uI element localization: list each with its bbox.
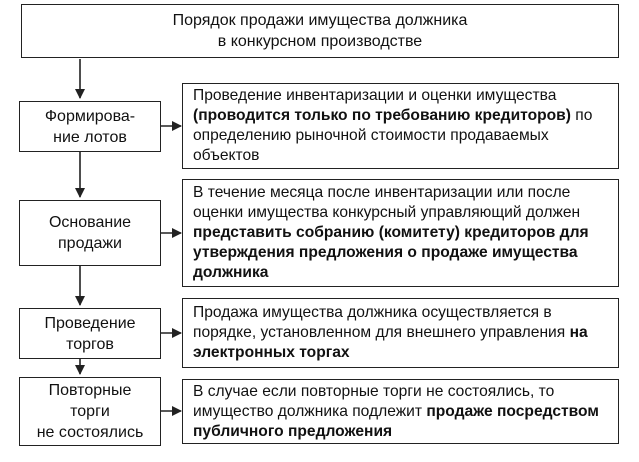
step-2-label-line-2: продажи: [58, 235, 122, 252]
diagram-title-box: [21, 4, 619, 58]
step-2-description-box: [182, 179, 619, 287]
step-1-description: [193, 86, 610, 166]
step-1-desc-part-3: по определению рыночной стоимости продаваемых объектов: [193, 107, 593, 164]
step-3-label-line-2: торгов: [66, 335, 114, 353]
step-2-desc-part-1: В течение месяца после инвентаризации или после оценки имущества конкурсный управляющий должен: [193, 184, 581, 221]
step-2-description: [193, 183, 610, 283]
step-4-desc-part-1: В случае если повторные торги не состоялись, то имущество должника подлежит: [193, 382, 555, 420]
step-3-description: [193, 303, 610, 363]
step-4-label-line-3: не состоялись: [36, 424, 144, 441]
step-1-label-line-2: ние лотов: [53, 128, 127, 146]
step-4-description-box: [182, 379, 619, 444]
step-box-lot-formation: [19, 101, 161, 152]
step-4-label-line-1: Повторные: [48, 382, 132, 399]
step-3-label-line-1: Проведение: [44, 314, 136, 332]
step-3-description-box: [182, 298, 619, 368]
step-1-desc-part-1: Проведение инвентаризации и оценки имущества: [193, 87, 557, 104]
step-1-label-line-1: Формирова-: [44, 107, 136, 125]
title-line-1: Порядок продажи имущества должника: [172, 12, 468, 29]
step-3-desc-part-1: Продажа имущества должника осуществляется в порядке, установленном для внешнего управления: [193, 304, 570, 341]
step-box-sale-grounds: [19, 200, 161, 266]
step-2-label-line-1: Основание: [48, 214, 132, 231]
step-4-label-line-2: торги: [70, 403, 110, 420]
step-2-desc-part-2: представить собранию (комитету) кредиторов для утверждения предложения о продаже имущества должника: [193, 224, 589, 281]
step-1-description-box: [182, 83, 619, 169]
step-box-repeat-auction-failed: [19, 377, 161, 446]
step-box-auction: [19, 308, 161, 359]
step-4-description: [193, 382, 610, 442]
title-line-2: в конкурсном производстве: [217, 33, 423, 50]
step-3-desc-part-2: на электронных торгах: [193, 324, 588, 361]
step-4-desc-part-2: продаже посредством публичного предложения: [193, 402, 599, 440]
step-1-desc-part-2: (проводится только по требованию кредиторов): [193, 107, 571, 124]
